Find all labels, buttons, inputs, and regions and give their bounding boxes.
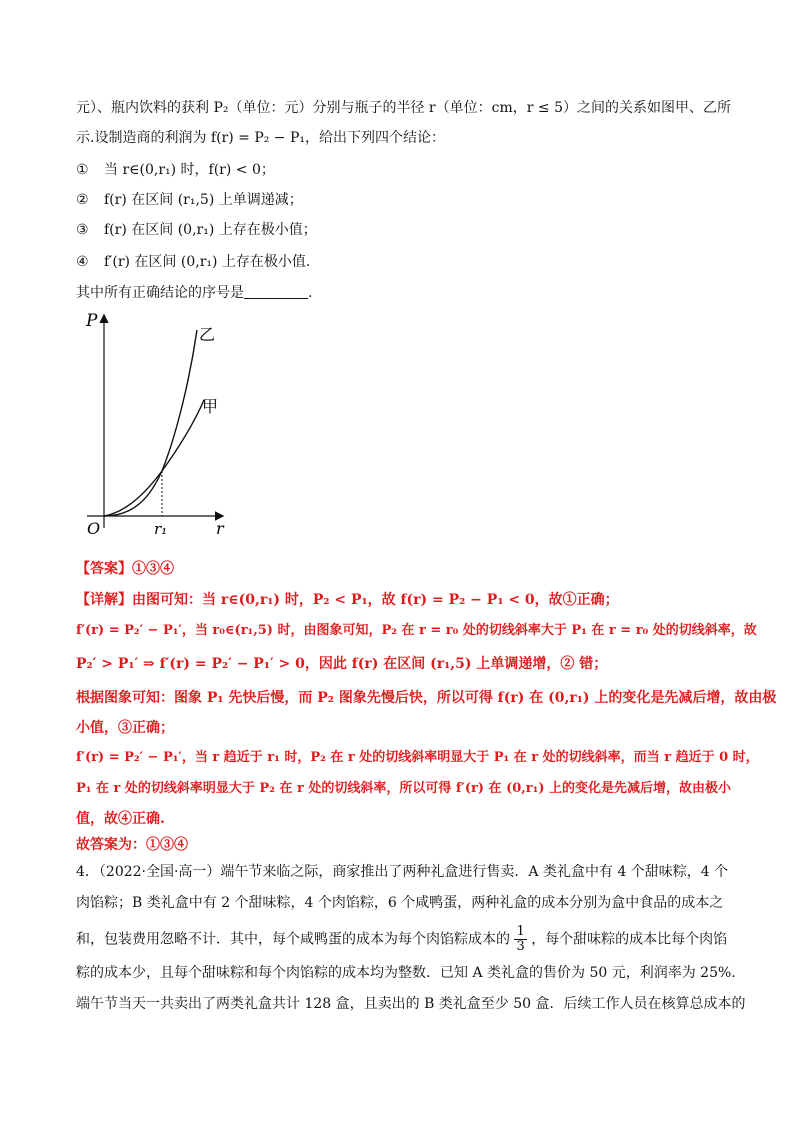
fraction-one-third [514, 925, 526, 954]
answer-line [76, 559, 174, 579]
problem3-line1: 元）、瓶内饮料的获利 P₂（单位：元）分别与瓶子的半径 r（单位：cm，r ≤ 5）之间的关系如图甲、乙所 [76, 100, 731, 116]
statement-1-text: 当 r∈(0,r₁) 时，f(r) < 0； [104, 162, 275, 178]
statement-4 [76, 252, 310, 272]
statement-4-text: f′(r) 在区间 (0,r₁) 上存在极小值. [104, 254, 311, 270]
problem4-line5: 端午节当天一共卖出了两类礼盒共计 128 盒，且卖出的 B 类礼盒至少 50 盒．后续工作人员在核算总成本的 [76, 996, 746, 1012]
final-answer: 故答案为：①③④ [76, 837, 188, 853]
answer-tag: 【答案】 [76, 561, 132, 577]
statement-2-number: ② [76, 192, 89, 208]
detail-line-6: f′(r) = P₂′ − P₁′，当 r 趋近于 r₁ 时，P₂ 在 r 处的切线斜率明显大于 P₁ 在 r 处的切线斜率，而当 r 趋近于 0 时， [76, 750, 759, 765]
origin-label: O [87, 519, 101, 538]
detail-line-7: P₁ 在 r 处的切线斜率明显大于 P₂ 在 r 处的切线斜率，所以可得 f′(r) 在 (0,r₁) 上的变化是先减后增，故由极小 [76, 781, 732, 796]
statement-3-text: f(r) 在区间 (0,r₁) 上存在极小值； [104, 222, 317, 238]
x-axis-label: r [216, 519, 224, 538]
detail-line-5: 小值，③正确； [76, 720, 174, 736]
r1-tick-label: r₁ [154, 520, 168, 538]
curve-jia [104, 400, 204, 516]
statement-2 [76, 190, 303, 210]
problem4-line2: 肉馅粽；B 类礼盒中有 2 个甜味粽，4 个肉馅粽，6 个咸鸭蛋，两种礼盒的成本分别为盒中食品的成本之 [76, 895, 724, 911]
curve-yi [104, 330, 197, 516]
answer-blank [244, 284, 308, 299]
statement-2-text: f(r) 在区间 (r₁,5) 上单调递减； [104, 192, 303, 208]
detail-line-1 [76, 590, 619, 610]
problem4-line4: 粽的成本少，且每个甜味粽和每个肉馅粽的成本均为整数．已知 A 类礼盒的售价为 50 元，利润率为 25%. [76, 965, 736, 981]
detail-line-3: P₂′ > P₁′ ⇒ f′(r) = P₂′ − P₁′ > 0，因此 f(r) 在区间 (r₁,5) 上单调递增，② 错； [76, 656, 608, 672]
problem4-line3 [76, 925, 727, 954]
statement-3-number: ③ [76, 222, 89, 238]
detail-line-8: 值，故④正确. [76, 811, 165, 827]
statement-3 [76, 220, 317, 240]
statement-1-number: ① [76, 162, 89, 178]
y-axis-label: P [86, 311, 98, 331]
fraction-numerator: 1 [516, 924, 525, 939]
statement-1 [76, 160, 275, 180]
curve-jia-label: 甲 [202, 397, 219, 416]
detail-line-4: 根据图象可知：图象 P₁ 先快后慢，而 P₂ 图象先慢后快，所以可得 f(r) 在 (0,r₁) 上的变化是先减后增，故由极 [76, 690, 777, 706]
problem3-line2: 示.设制造商的利润为 f(r) = P₂ − P₁，给出下列四个结论： [76, 130, 446, 146]
curve-yi-label: 乙 [199, 325, 216, 344]
question-text: 其中所有正确结论的序号是 [76, 285, 244, 301]
question-line [76, 283, 312, 303]
function-graph [82, 308, 252, 538]
question-end: . [308, 285, 313, 301]
statement-4-number: ④ [76, 254, 89, 270]
detail-text-1: 由图可知：当 r∈(0,r₁) 时，P₂ < P₁，故 f(r) = P₂ − P₁ < 0，故①正确； [132, 592, 619, 608]
problem4-line3-post: ，每个甜味粽的成本比每个肉馅 [531, 931, 728, 948]
detail-line-2: f′(r) = P₂′ − P₁′，当 r₀∈(r₁,5) 时，由图象可知，P₂ 在 r = r₀ 处的切线斜率大于 P₁ 在 r = r₀ 处的切线斜率，故 [76, 623, 757, 638]
problem4-line1: 4．（2022·全国·高一）端午节来临之际，商家推出了两种礼盒进行售卖．A 类礼盒中有 4 个甜味粽，4 个 [76, 864, 729, 880]
answer-value: ①③④ [132, 561, 174, 577]
detail-tag: 【详解】 [76, 592, 132, 608]
problem4-line3-pre: 和，包装费用忽略不计．其中，每个咸鸭蛋的成本为每个肉馅粽成本的 [76, 931, 510, 948]
fraction-denominator: 3 [516, 939, 525, 954]
